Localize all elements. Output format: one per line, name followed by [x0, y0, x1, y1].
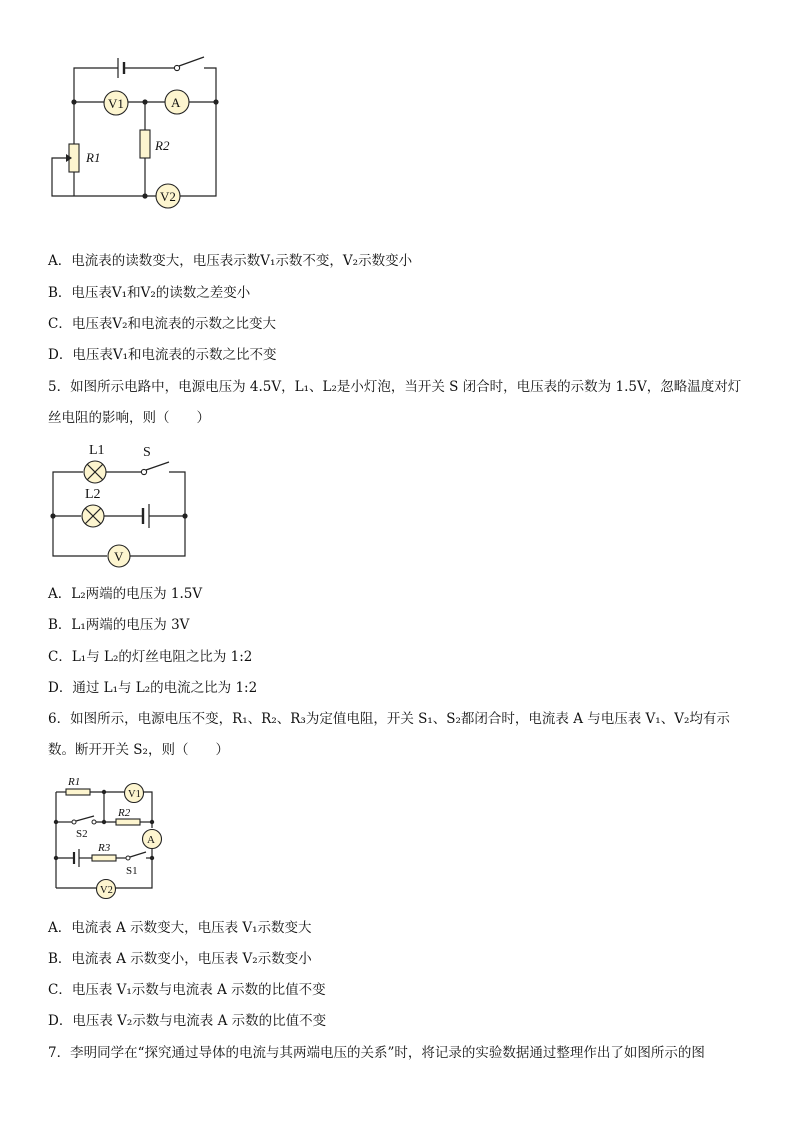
svg-text:A: A [171, 95, 181, 110]
q5-stem-line1: 5．如图所示电路中，电源电压为 4.5V，L₁、L₂是小灯泡，当开关 S 闭合时，电压表的示数为 1.5V，忽略温度对灯 [48, 379, 742, 395]
svg-text:V1: V1 [128, 789, 141, 800]
svg-text:R1: R1 [68, 776, 81, 788]
svg-text:A: A [147, 834, 155, 846]
q6-stem-line1: 6．如图所示，电源电压不变，R₁、R₂、R₃为定值电阻，开关 S₁、S₂都闭合时，电流表 A 与电压表 V₁、V₂均有示 [48, 711, 730, 727]
svg-text:R3: R3 [98, 842, 111, 854]
q5-stem-line2: 丝电阻的影响，则（ ） [48, 410, 210, 426]
svg-text:S1: S1 [126, 865, 138, 877]
q6-option-c[interactable]: C．电压表 V₁示数与电流表 A 示数的比值不变 [48, 982, 326, 998]
svg-text:V2: V2 [100, 885, 113, 896]
resistor-r2 [116, 819, 140, 825]
q4-option-a[interactable]: A．电流表的读数变大，电压表示数V₁示数不变，V₂示数变小 [48, 253, 413, 269]
q4-circuit-diagram [40, 50, 240, 210]
resistor-r2 [140, 130, 150, 158]
svg-text:R2: R2 [118, 807, 131, 819]
svg-text:R2: R2 [155, 138, 170, 153]
svg-text:L1: L1 [89, 443, 105, 458]
q6-option-a[interactable]: A．电流表 A 示数变大，电压表 V₁示数变大 [48, 920, 312, 936]
svg-text:V: V [114, 549, 124, 564]
q6-circuit-diagram [48, 772, 168, 902]
resistor-r3 [92, 855, 116, 861]
svg-text:S2: S2 [76, 828, 88, 840]
q7-stem-line1: 7．李明同学在“探究通过导体的电流与其两端电压的关系”时，将记录的实验数据通过整理作出了如图所示的图 [48, 1045, 705, 1061]
q5-option-c[interactable]: C．L₁与 L₂的灯丝电阻之比为 1:2 [48, 649, 253, 665]
q4-option-b[interactable]: B．电压表V₁和V₂的读数之差变小 [48, 285, 251, 301]
q5-option-b[interactable]: B．L₁两端的电压为 3V [48, 617, 190, 633]
q6-option-d[interactable]: D．电压表 V₂示数与电流表 A 示数的比值不变 [48, 1013, 327, 1029]
q5-option-d[interactable]: D．通过 L₁与 L₂的电流之比为 1:2 [48, 680, 258, 696]
svg-text:V2: V2 [160, 189, 176, 204]
svg-text:L2: L2 [85, 487, 101, 502]
svg-text:S: S [143, 445, 151, 460]
q4-option-d[interactable]: D．电压表V₁和电流表的示数之比不变 [48, 347, 277, 363]
q4-option-c[interactable]: C．电压表V₂和电流表的示数之比变大 [48, 316, 276, 332]
q5-circuit-diagram [45, 436, 205, 571]
q5-option-a[interactable]: A．L₂两端的电压为 1.5V [48, 586, 203, 602]
q6-stem-line2: 数。断开开关 S₂，则（ ） [48, 742, 229, 758]
svg-text:R1: R1 [86, 150, 101, 165]
resistor-r1 [66, 789, 90, 795]
q6-option-b[interactable]: B．电流表 A 示数变小，电压表 V₂示数变小 [48, 951, 312, 967]
svg-text:V1: V1 [108, 96, 124, 111]
